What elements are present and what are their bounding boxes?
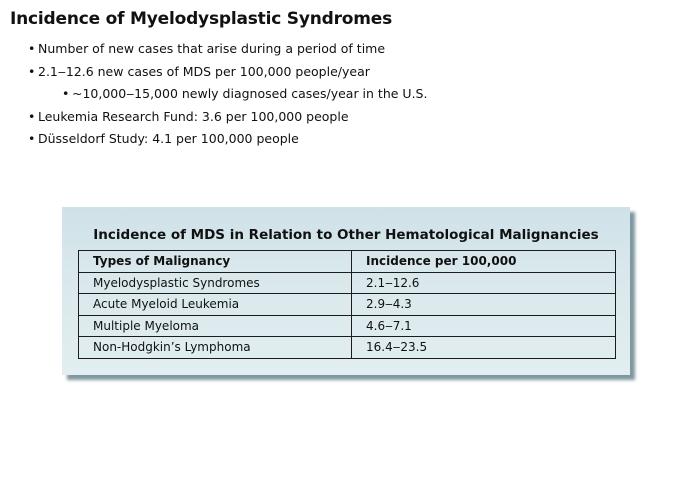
table-row [79,272,616,294]
sub-bullet-item: • ~10,000‒15,000 newly diagnosed cases/year in the U.S. [72,83,427,106]
bullet-item: • Leukemia Research Fund: 3.6 per 100,000 people [38,106,427,129]
bullet-item: • Number of new cases that arise during a period of time [38,38,427,61]
header-incidence: Incidence per 100,000 [352,251,616,273]
slide-title: Incidence of Myelodysplastic Syndromes [10,9,393,29]
header-malignancy-type: Types of Malignancy [79,251,352,273]
malignancy-name: Acute Myeloid Leukemia [79,294,352,316]
incidence-value: 16.4‒23.5 [352,337,616,359]
bullet-item: • 2.1‒12.6 new cases of MDS per 100,000 people/year [38,61,427,84]
bullet-list [0,38,427,151]
table-header-row [79,251,616,273]
malignancy-name: Multiple Myeloma [79,315,352,337]
incidence-value: 2.9‒4.3 [352,294,616,316]
incidence-table [78,250,616,359]
malignancy-name: Non-Hodgkin’s Lymphoma [79,337,352,359]
incidence-value: 2.1‒12.6 [352,272,616,294]
table-panel [62,207,630,375]
table-title: Incidence of MDS in Relation to Other Hematological Malignancies [93,227,599,243]
table-row [79,337,616,359]
bullet-item: • Düsseldorf Study: 4.1 per 100,000 people [38,128,427,151]
incidence-value: 4.6‒7.1 [352,315,616,337]
malignancy-name: Myelodysplastic Syndromes [79,272,352,294]
table-row [79,315,616,337]
table-row [79,294,616,316]
